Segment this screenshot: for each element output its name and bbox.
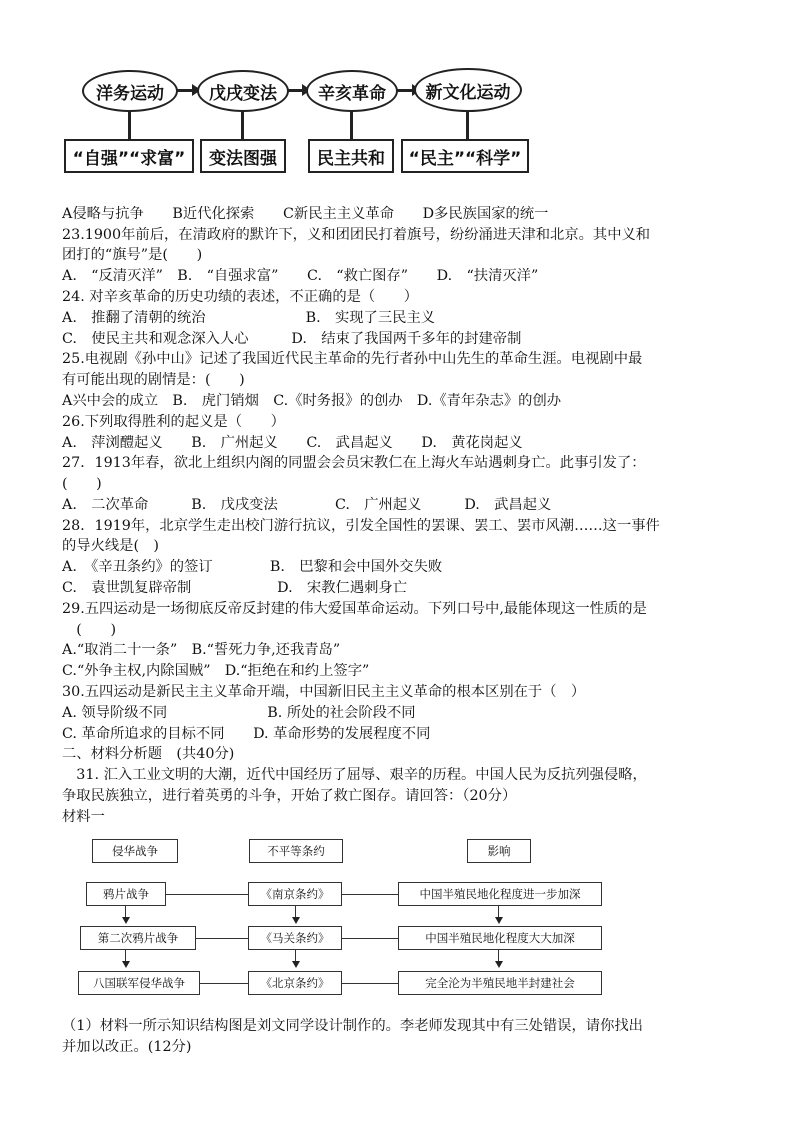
connector-line [350,109,353,141]
question-line: （1）材料一所示知识结构图是刘文同学设计制作的。李老师发现其中有三处错误，请你找出 [62,1018,643,1034]
text-line: A.“取消二十一条” B.“誓死力争,还我青岛” [62,642,341,658]
arrow-down-icon [292,961,300,968]
oval-yangwu: 洋务运动 [82,70,178,112]
connector-line [342,983,398,984]
text-line: 26.下列取得胜利的起义是（ ） [62,414,285,430]
treaty-box: 《北京条约》 [248,971,342,995]
connector-line [342,894,398,895]
connector-line [128,109,131,141]
question-line: 并加以改正。(12分) [62,1039,192,1055]
arrow-down-icon [292,917,300,924]
box-ziqiang: “自强”“求富” [64,139,194,173]
text-line: 24. 对辛亥革命的历史功绩的表述，不正确的是（ ） [62,289,419,305]
text-line: 的导火线是( ) [62,538,159,554]
text-line: 有可能出现的剧情是：( ) [62,372,245,388]
text-line: A兴中会的成立 B. 虎门销烟 C.《时务报》的创办 D.《青年杂志》的创办 [62,393,562,409]
connector-line [466,109,469,141]
arrow-down-icon [122,961,130,968]
text-line: A侵略与抗争 B近代化探索 C新民主主义革命 D多民族国家的统一 [62,206,549,222]
text-line: 团打的“旗号”是( ) [62,247,203,263]
arrow-down-icon [495,917,503,924]
war-box: 八国联军侵华战争 [78,971,200,995]
text-line: A. 推翻了清朝的统治 B. 实现了三民主义 [62,310,436,326]
box-minzhu: 民主共和 [308,139,394,173]
text-line: 28．1919年，北京学生走出校门游行抗议，引发全国性的罢课、罢工、罢市风潮……这一事件 [62,518,660,534]
text-line: 29.五四运动是一场彻底反帝反封建的伟大爱国革命运动。下列口号中,最能体现这一性质的是 [62,601,647,617]
text-line: C. 使民主共和观念深入人心 D. 结束了我国两千多年的封建帝制 [62,331,522,347]
text-line: C.“外争主权,内除国贼” D.“拒绝在和约上签字” [62,663,370,679]
connector-line [200,983,248,984]
text-line: A. 《辛丑条约》的签订 B. 巴黎和会中国外交失败 [62,559,443,575]
arrow-down-icon [122,917,130,924]
treaty-box: 《南京条约》 [248,882,342,906]
text-line: C. 袁世凯复辟帝制 D. 宋教仁遇刺身亡 [62,580,408,596]
text-line: C. 革命所追求的目标不同 D. 革命形势的发展程度不同 [62,726,431,742]
war-box: 鸦片战争 [86,882,166,906]
impact-box: 中国半殖民地化程度大大加深 [398,926,602,950]
connector-line [342,938,398,939]
impact-box: 完全沦为半殖民地半封建社会 [398,971,602,995]
header-war: 侵华战争 [92,839,178,863]
connector-line [166,894,248,895]
connector-line [241,109,244,141]
text-line: ( ) [62,622,117,638]
text-line: 30.五四运动是新民主主义革命开端，中国新旧民主主义革命的根本区别在于（ ） [62,684,586,700]
treaty-box: 《马关条约》 [248,926,342,950]
text-line: A. 领导阶级不同 B. 所处的社会阶段不同 [62,705,416,721]
oval-xinwenhua: 新文化运动 [414,68,522,112]
arrow-down-icon [495,961,503,968]
war-box: 第二次鸦片战争 [80,926,196,950]
connector-line [196,938,248,939]
header-impact: 影响 [467,839,531,863]
box-kexue: “民主”“科学” [401,139,529,173]
box-bianfa: 变法图强 [200,139,286,173]
oval-xinhai: 辛亥革命 [306,70,398,112]
text-line: 23.1900年前后，在清政府的默许下，义和团团民打着旗号，纷纷涌进天津和北京。其中义和 [62,227,651,243]
text-line: A. 萍浏醴起义 B. 广州起义 C. 武昌起义 D. 黄花岗起义 [62,435,523,451]
impact-box: 中国半殖民地化程度进一步加深 [398,882,602,906]
text-line: 材料一 [62,809,105,825]
text-line: A. 二次革命 B. 戊戌变法 C. 广州起义 D. 武昌起义 [62,497,552,513]
text-line: ( ) [62,476,102,492]
text-line: 争取民族独立，进行着英勇的斗争，开始了救亡图存。请回答：（20分） [62,788,517,804]
text-line: A. “反清灭洋” B. “自强求富” C. “救亡图存” D. “扶清灭洋” [62,268,539,284]
text-line: 31. 汇入工业文明的大潮，近代中国经历了屈辱、艰辛的历程。中国人民为反抗列强侵略， [62,767,647,783]
oval-wuxu: 戊戌变法 [197,70,289,112]
text-line: 25.电视剧《孙中山》记述了我国近代民主革命的先行者孙中山先生的革命生涯。电视剧中最 [62,351,643,367]
section-heading: 二、材料分析题 (共40分) [62,746,235,762]
text-line: 27．1913年春，欲北上组织内阁的同盟会会员宋教仁在上海火车站遇刺身亡。此事引发了： [62,455,646,471]
header-treaty: 不平等条约 [249,839,343,863]
